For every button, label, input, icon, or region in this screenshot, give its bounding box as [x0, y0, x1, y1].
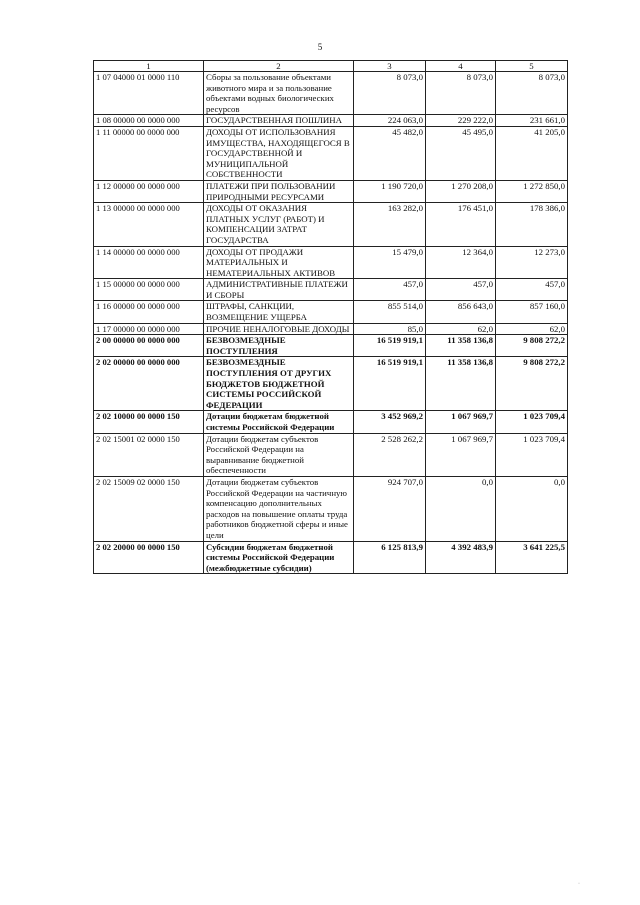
- row-name: Сборы за пользование объектами животного мира и за пользование объектами водных биологических ресурсов: [204, 72, 354, 115]
- row-value-col4: 856 643,0: [426, 301, 496, 323]
- column-header: 4: [426, 61, 496, 72]
- row-name: ГОСУДАРСТВЕННАЯ ПОШЛИНА: [204, 115, 354, 127]
- row-code: 2 02 10000 00 0000 150: [94, 411, 204, 433]
- table-row: [94, 180, 568, 202]
- row-value-col3: 6 125 813,9: [354, 541, 426, 574]
- row-code: 2 00 00000 00 0000 000: [94, 335, 204, 357]
- table-body: [94, 72, 568, 574]
- row-name: АДМИНИСТРАТИВНЫЕ ПЛАТЕЖИ И СБОРЫ: [204, 279, 354, 301]
- row-value-col3: 16 519 919,1: [354, 335, 426, 357]
- row-code: 1 14 00000 00 0000 000: [94, 246, 204, 279]
- column-header: 5: [496, 61, 568, 72]
- row-value-col4: 11 358 136,8: [426, 357, 496, 411]
- row-value-col3: 163 282,0: [354, 203, 426, 246]
- row-value-col5: 1 272 850,0: [496, 180, 568, 202]
- row-code: 1 11 00000 00 0000 000: [94, 126, 204, 180]
- row-name: Дотации бюджетам субъектов Российской Федерации на выравнивание бюджетной обеспеченности: [204, 433, 354, 476]
- row-value-col3: 855 514,0: [354, 301, 426, 323]
- row-name: Субсидии бюджетам бюджетной системы Российской Федерации (межбюджетные субсидии): [204, 541, 354, 574]
- row-code: 2 02 20000 00 0000 150: [94, 541, 204, 574]
- table-row: [94, 433, 568, 476]
- row-code: 1 07 04000 01 0000 110: [94, 72, 204, 115]
- page-number: 5: [317, 42, 323, 52]
- row-code: 2 02 00000 00 0000 000: [94, 357, 204, 411]
- row-value-col5: 41 205,0: [496, 126, 568, 180]
- row-value-col5: 0,0: [496, 476, 568, 541]
- row-value-col3: 45 482,0: [354, 126, 426, 180]
- table-row: [94, 335, 568, 357]
- row-code: 1 16 00000 00 0000 000: [94, 301, 204, 323]
- row-name: Дотации бюджетам бюджетной системы Российской Федерации: [204, 411, 354, 433]
- row-value-col4: 4 392 483,9: [426, 541, 496, 574]
- row-value-col5: 1 023 709,4: [496, 411, 568, 433]
- row-value-col4: 8 073,0: [426, 72, 496, 115]
- row-value-col4: 62,0: [426, 323, 496, 335]
- row-value-col5: 12 273,0: [496, 246, 568, 279]
- budget-table: [93, 60, 568, 574]
- table-row: [94, 72, 568, 115]
- table-row: [94, 476, 568, 541]
- table-row: [94, 301, 568, 323]
- table-row: [94, 126, 568, 180]
- row-value-col5: 3 641 225,5: [496, 541, 568, 574]
- row-value-col4: 11 358 136,8: [426, 335, 496, 357]
- row-name: ШТРАФЫ, САНКЦИИ, ВОЗМЕЩЕНИЕ УЩЕРБА: [204, 301, 354, 323]
- header-row: [94, 61, 568, 72]
- row-code: 2 02 15001 02 0000 150: [94, 433, 204, 476]
- row-value-col3: 2 528 262,2: [354, 433, 426, 476]
- row-value-col5: 8 073,0: [496, 72, 568, 115]
- table-row: [94, 203, 568, 246]
- row-value-col5: 9 808 272,2: [496, 335, 568, 357]
- row-name: БЕЗВОЗМЕЗДНЫЕ ПОСТУПЛЕНИЯ: [204, 335, 354, 357]
- row-code: 1 08 00000 00 0000 000: [94, 115, 204, 127]
- row-value-col4: 1 067 969,7: [426, 433, 496, 476]
- table-row: [94, 411, 568, 433]
- column-header: 1: [94, 61, 204, 72]
- row-value-col4: 457,0: [426, 279, 496, 301]
- row-name: Дотации бюджетам субъектов Российской Федерации на частичную компенсацию дополнительных расходов на повышение оплаты труда работников бюджетной сферы и иные цели: [204, 476, 354, 541]
- row-code: 1 13 00000 00 0000 000: [94, 203, 204, 246]
- table-row: [94, 115, 568, 127]
- column-header: 3: [354, 61, 426, 72]
- row-value-col4: 176 451,0: [426, 203, 496, 246]
- row-value-col3: 8 073,0: [354, 72, 426, 115]
- row-value-col5: 9 808 272,2: [496, 357, 568, 411]
- row-value-col5: 457,0: [496, 279, 568, 301]
- row-value-col3: 16 519 919,1: [354, 357, 426, 411]
- row-name: ДОХОДЫ ОТ ПРОДАЖИ МАТЕРИАЛЬНЫХ И НЕМАТЕРИАЛЬНЫХ АКТИВОВ: [204, 246, 354, 279]
- table-row: [94, 357, 568, 411]
- table-row: [94, 246, 568, 279]
- row-value-col5: 857 160,0: [496, 301, 568, 323]
- row-value-col3: 1 190 720,0: [354, 180, 426, 202]
- row-value-col5: 62,0: [496, 323, 568, 335]
- row-value-col4: 229 222,0: [426, 115, 496, 127]
- column-header: 2: [204, 61, 354, 72]
- row-name: ДОХОДЫ ОТ ОКАЗАНИЯ ПЛАТНЫХ УСЛУГ (РАБОТ) И КОМПЕНСАЦИИ ЗАТРАТ ГОСУДАРСТВА: [204, 203, 354, 246]
- row-value-col3: 3 452 969,2: [354, 411, 426, 433]
- row-name: БЕЗВОЗМЕЗДНЫЕ ПОСТУПЛЕНИЯ ОТ ДРУГИХ БЮДЖЕТОВ БЮДЖЕТНОЙ СИСТЕМЫ РОССИЙСКОЙ ФЕДЕРАЦИИ: [204, 357, 354, 411]
- row-value-col4: 0,0: [426, 476, 496, 541]
- row-value-col3: 15 479,0: [354, 246, 426, 279]
- row-value-col5: 1 023 709,4: [496, 433, 568, 476]
- row-value-col3: 457,0: [354, 279, 426, 301]
- row-value-col3: 224 063,0: [354, 115, 426, 127]
- table-row: [94, 323, 568, 335]
- row-code: 1 17 00000 00 0000 000: [94, 323, 204, 335]
- row-value-col4: 12 364,0: [426, 246, 496, 279]
- row-value-col3: 924 707,0: [354, 476, 426, 541]
- row-value-col4: 1 270 208,0: [426, 180, 496, 202]
- row-value-col3: 85,0: [354, 323, 426, 335]
- row-code: 1 15 00000 00 0000 000: [94, 279, 204, 301]
- row-name: ПРОЧИЕ НЕНАЛОГОВЫЕ ДОХОДЫ: [204, 323, 354, 335]
- scan-mark: ·: [578, 881, 580, 887]
- row-value-col5: 231 661,0: [496, 115, 568, 127]
- row-name: ДОХОДЫ ОТ ИСПОЛЬЗОВАНИЯ ИМУЩЕСТВА, НАХОДЯЩЕГОСЯ В ГОСУДАРСТВЕННОЙ И МУНИЦИПАЛЬНОЙ СОБСТВЕННОСТИ: [204, 126, 354, 180]
- row-code: 1 12 00000 00 0000 000: [94, 180, 204, 202]
- row-value-col4: 1 067 969,7: [426, 411, 496, 433]
- row-name: ПЛАТЕЖИ ПРИ ПОЛЬЗОВАНИИ ПРИРОДНЫМИ РЕСУРСАМИ: [204, 180, 354, 202]
- table-row: [94, 279, 568, 301]
- row-code: 2 02 15009 02 0000 150: [94, 476, 204, 541]
- row-value-col4: 45 495,0: [426, 126, 496, 180]
- row-value-col5: 178 386,0: [496, 203, 568, 246]
- table-row: [94, 541, 568, 574]
